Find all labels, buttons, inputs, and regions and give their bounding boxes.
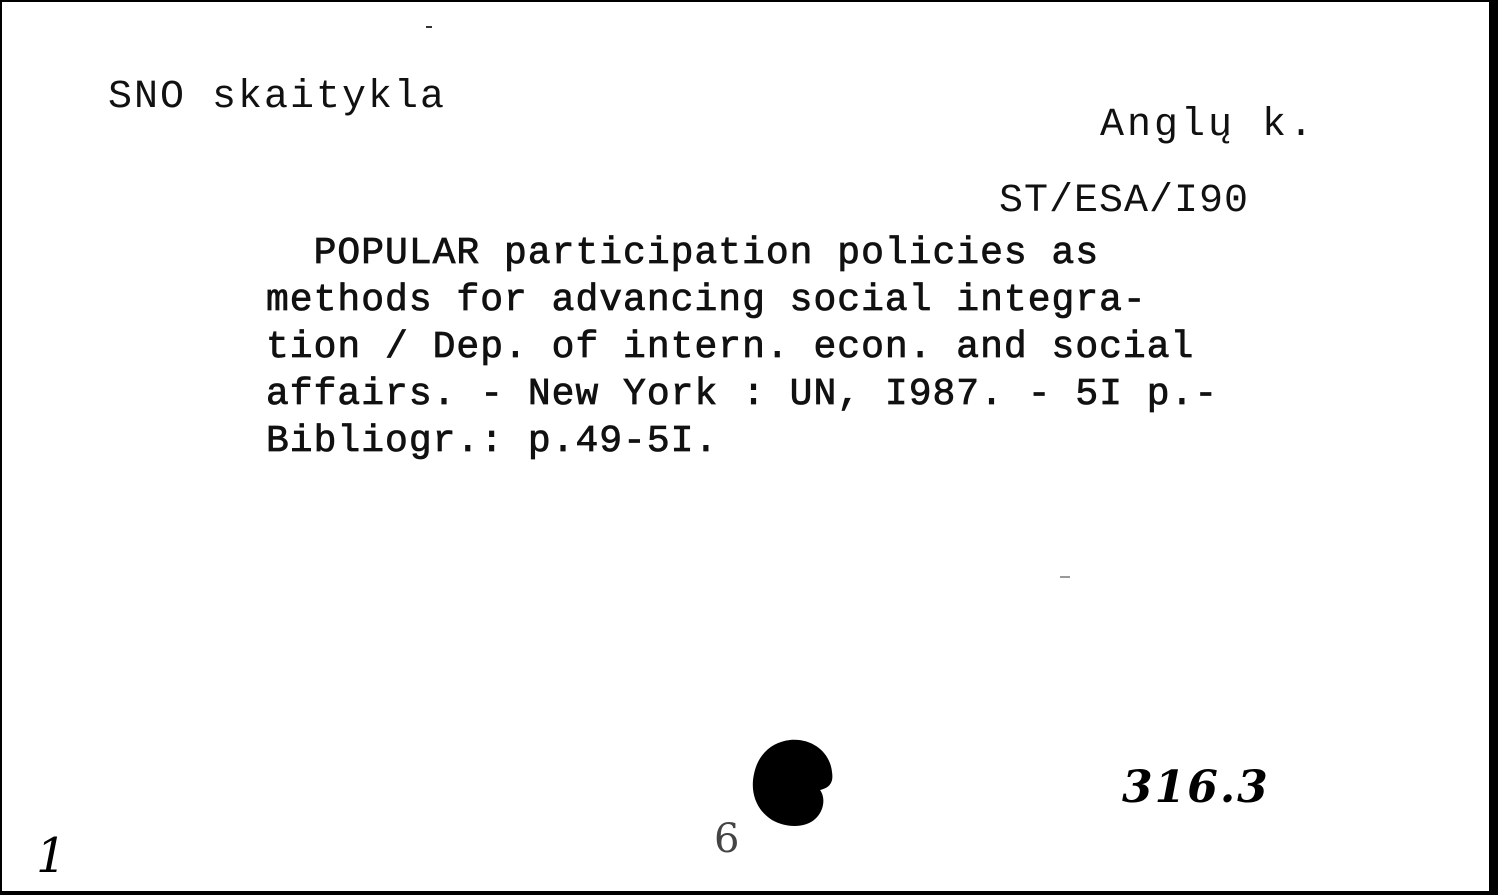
handwritten-classification: 316.3 — [1122, 762, 1270, 813]
entry-line: tion / Dep. of intern. econ. and social — [266, 326, 1195, 369]
entry-line: Bibliogr.: p.49-5I. — [266, 420, 719, 463]
punch-hole — [750, 738, 834, 828]
handwritten-card-number: 1 — [36, 828, 67, 884]
entry-line: methods for advancing social integra- — [266, 279, 1147, 322]
scan-speck — [426, 26, 432, 28]
call-number: ST/ESA/I90 — [999, 179, 1250, 224]
scan-speck — [1060, 576, 1070, 578]
bibliographic-entry — [266, 230, 1486, 465]
language-label: Anglų k. — [1100, 103, 1317, 148]
library-label: SNO skaitykla — [108, 75, 447, 120]
entry-line: POPULAR participation policies as — [266, 232, 1100, 275]
pencil-mark: 6 — [714, 816, 740, 862]
entry-line: affairs. - New York : UN, I987. - 5I p.- — [266, 373, 1219, 416]
